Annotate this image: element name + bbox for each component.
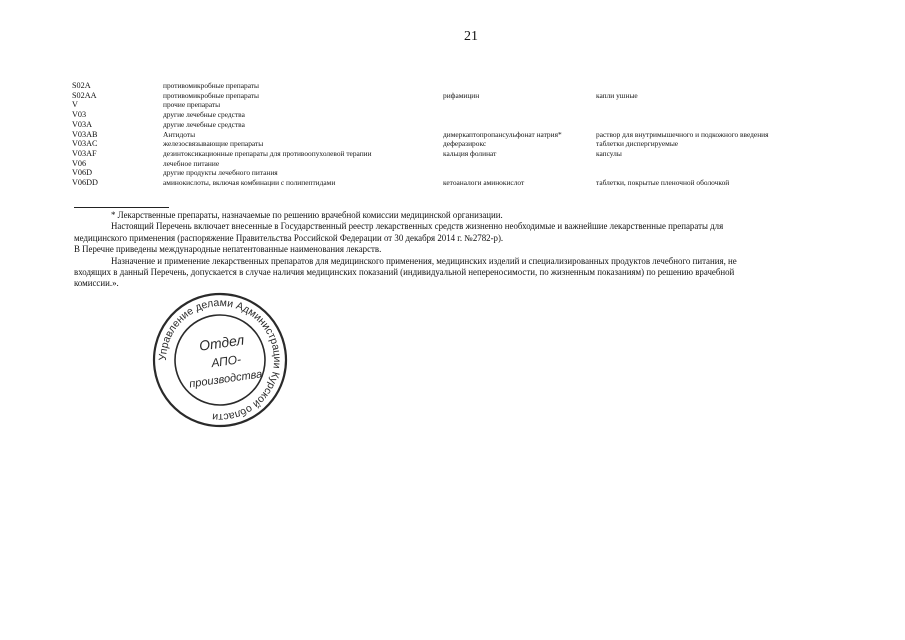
organization-stamp bbox=[150, 290, 290, 430]
paragraph-prescription: Назначение и применение лекарственных препаратов для медицинского применения, медицинских изделий и специализированных продуктов лечебного питания, не входящих в данный Перечень, допускается в случае наличия медицинских показаний (индивидуальной непереносимости, по жизненным показаниям) по решению врачебной комиссии.». bbox=[74, 255, 737, 289]
atc-code-cell: V03AF bbox=[72, 148, 97, 158]
dosage-form-cell: капли ушные bbox=[596, 90, 638, 100]
group-name-cell: Антидоты bbox=[163, 129, 196, 139]
atc-code-cell: V03A bbox=[72, 119, 93, 129]
inn-cell: кальция фолинат bbox=[443, 148, 497, 158]
table-row bbox=[72, 149, 806, 159]
atc-code-cell: V03AB bbox=[72, 129, 98, 139]
atc-code-cell: V03 bbox=[72, 110, 87, 120]
inn-cell: рифамицин bbox=[443, 90, 480, 100]
inn-cell: кетоаналоги аминокислот bbox=[443, 178, 525, 188]
group-name-cell: прочие препараты bbox=[163, 100, 221, 110]
inn-cell bbox=[443, 120, 596, 130]
inn-cell: димеркаптопропансульфонат натрия* bbox=[443, 129, 562, 139]
group-name-cell: другие лечебные средства bbox=[163, 119, 245, 129]
paragraph-inn: В Перечне приведены международные непатентованные наименования лекарств. bbox=[74, 244, 382, 255]
dosage-form-cell: таблетки, покрытые пленочной оболочкой bbox=[596, 178, 730, 188]
table-row bbox=[72, 110, 806, 120]
inn-cell: деферазирокс bbox=[443, 139, 487, 149]
stamp-center-line2: АПО- bbox=[210, 352, 242, 371]
dosage-form-cell bbox=[596, 110, 806, 120]
table-row bbox=[72, 168, 806, 178]
inn-cell bbox=[443, 110, 596, 120]
drug-table bbox=[72, 81, 806, 188]
dosage-form-cell bbox=[596, 159, 806, 169]
atc-code-cell: S02A bbox=[72, 81, 91, 90]
table-row bbox=[72, 130, 806, 140]
dosage-form-cell: капсулы bbox=[596, 148, 622, 158]
notes-block bbox=[74, 210, 774, 290]
group-name-cell: другие продукты лечебного питания bbox=[163, 168, 278, 178]
group-name-cell: другие лечебные средства bbox=[163, 110, 245, 120]
inn-cell bbox=[443, 159, 596, 169]
atc-code-cell: V03AC bbox=[72, 139, 98, 149]
group-name-cell: аминокислоты, включая комбинации с полипептидами bbox=[163, 178, 336, 188]
stamp-ring-textpath: Управление делами Администрации Курской области bbox=[156, 296, 284, 424]
table-row bbox=[72, 91, 806, 101]
inn-cell bbox=[443, 100, 596, 110]
atc-code-cell: S02AA bbox=[72, 90, 97, 100]
inn-cell bbox=[443, 168, 596, 178]
dosage-form-cell bbox=[596, 168, 806, 178]
dosage-form-cell bbox=[596, 100, 806, 110]
stamp-center-line1: Отдел bbox=[198, 331, 246, 354]
group-name-cell: железосвязывающие препараты bbox=[163, 139, 264, 149]
page-number: 21 bbox=[464, 29, 478, 44]
dosage-form-cell: раствор для внутримышечного и подкожного введения bbox=[596, 129, 769, 139]
footnote-rule bbox=[74, 207, 169, 208]
group-name-cell: противомикробные препараты bbox=[163, 81, 259, 90]
atc-code-cell: V06D bbox=[72, 168, 93, 178]
dosage-form-cell bbox=[596, 81, 806, 91]
table-row bbox=[72, 139, 806, 149]
paragraph-register: Настоящий Перечень включает внесенные в Государственный реестр лекарственных средств жизненно необходимые и важнейшие лекарственные препараты для медицинского применения (распоряжение Правительства Российской Федерации от 30 декабря 2014 г. №2782-р). bbox=[74, 221, 724, 243]
table-row bbox=[72, 120, 806, 130]
atc-code-cell: V bbox=[72, 100, 78, 110]
atc-code-cell: V06 bbox=[72, 158, 87, 168]
group-name-cell: дезинтоксикационные препараты для противоопухолевой терапии bbox=[163, 148, 372, 158]
atc-code-cell: V06DD bbox=[72, 178, 98, 188]
table-row bbox=[72, 81, 806, 91]
dosage-form-cell: таблетки диспергируемые bbox=[596, 139, 679, 149]
inn-cell bbox=[443, 81, 596, 91]
group-name-cell: лечебное питание bbox=[163, 158, 220, 168]
table-row bbox=[72, 100, 806, 110]
table-row bbox=[72, 159, 806, 169]
dosage-form-cell bbox=[596, 120, 806, 130]
footnote-text: * Лекарственные препараты, назначаемые по решению врачебной комиссии медицинской организации. bbox=[111, 210, 503, 220]
table-row bbox=[72, 178, 806, 188]
group-name-cell: противомикробные препараты bbox=[163, 90, 259, 100]
stamp-center-line3: производства bbox=[188, 368, 263, 391]
